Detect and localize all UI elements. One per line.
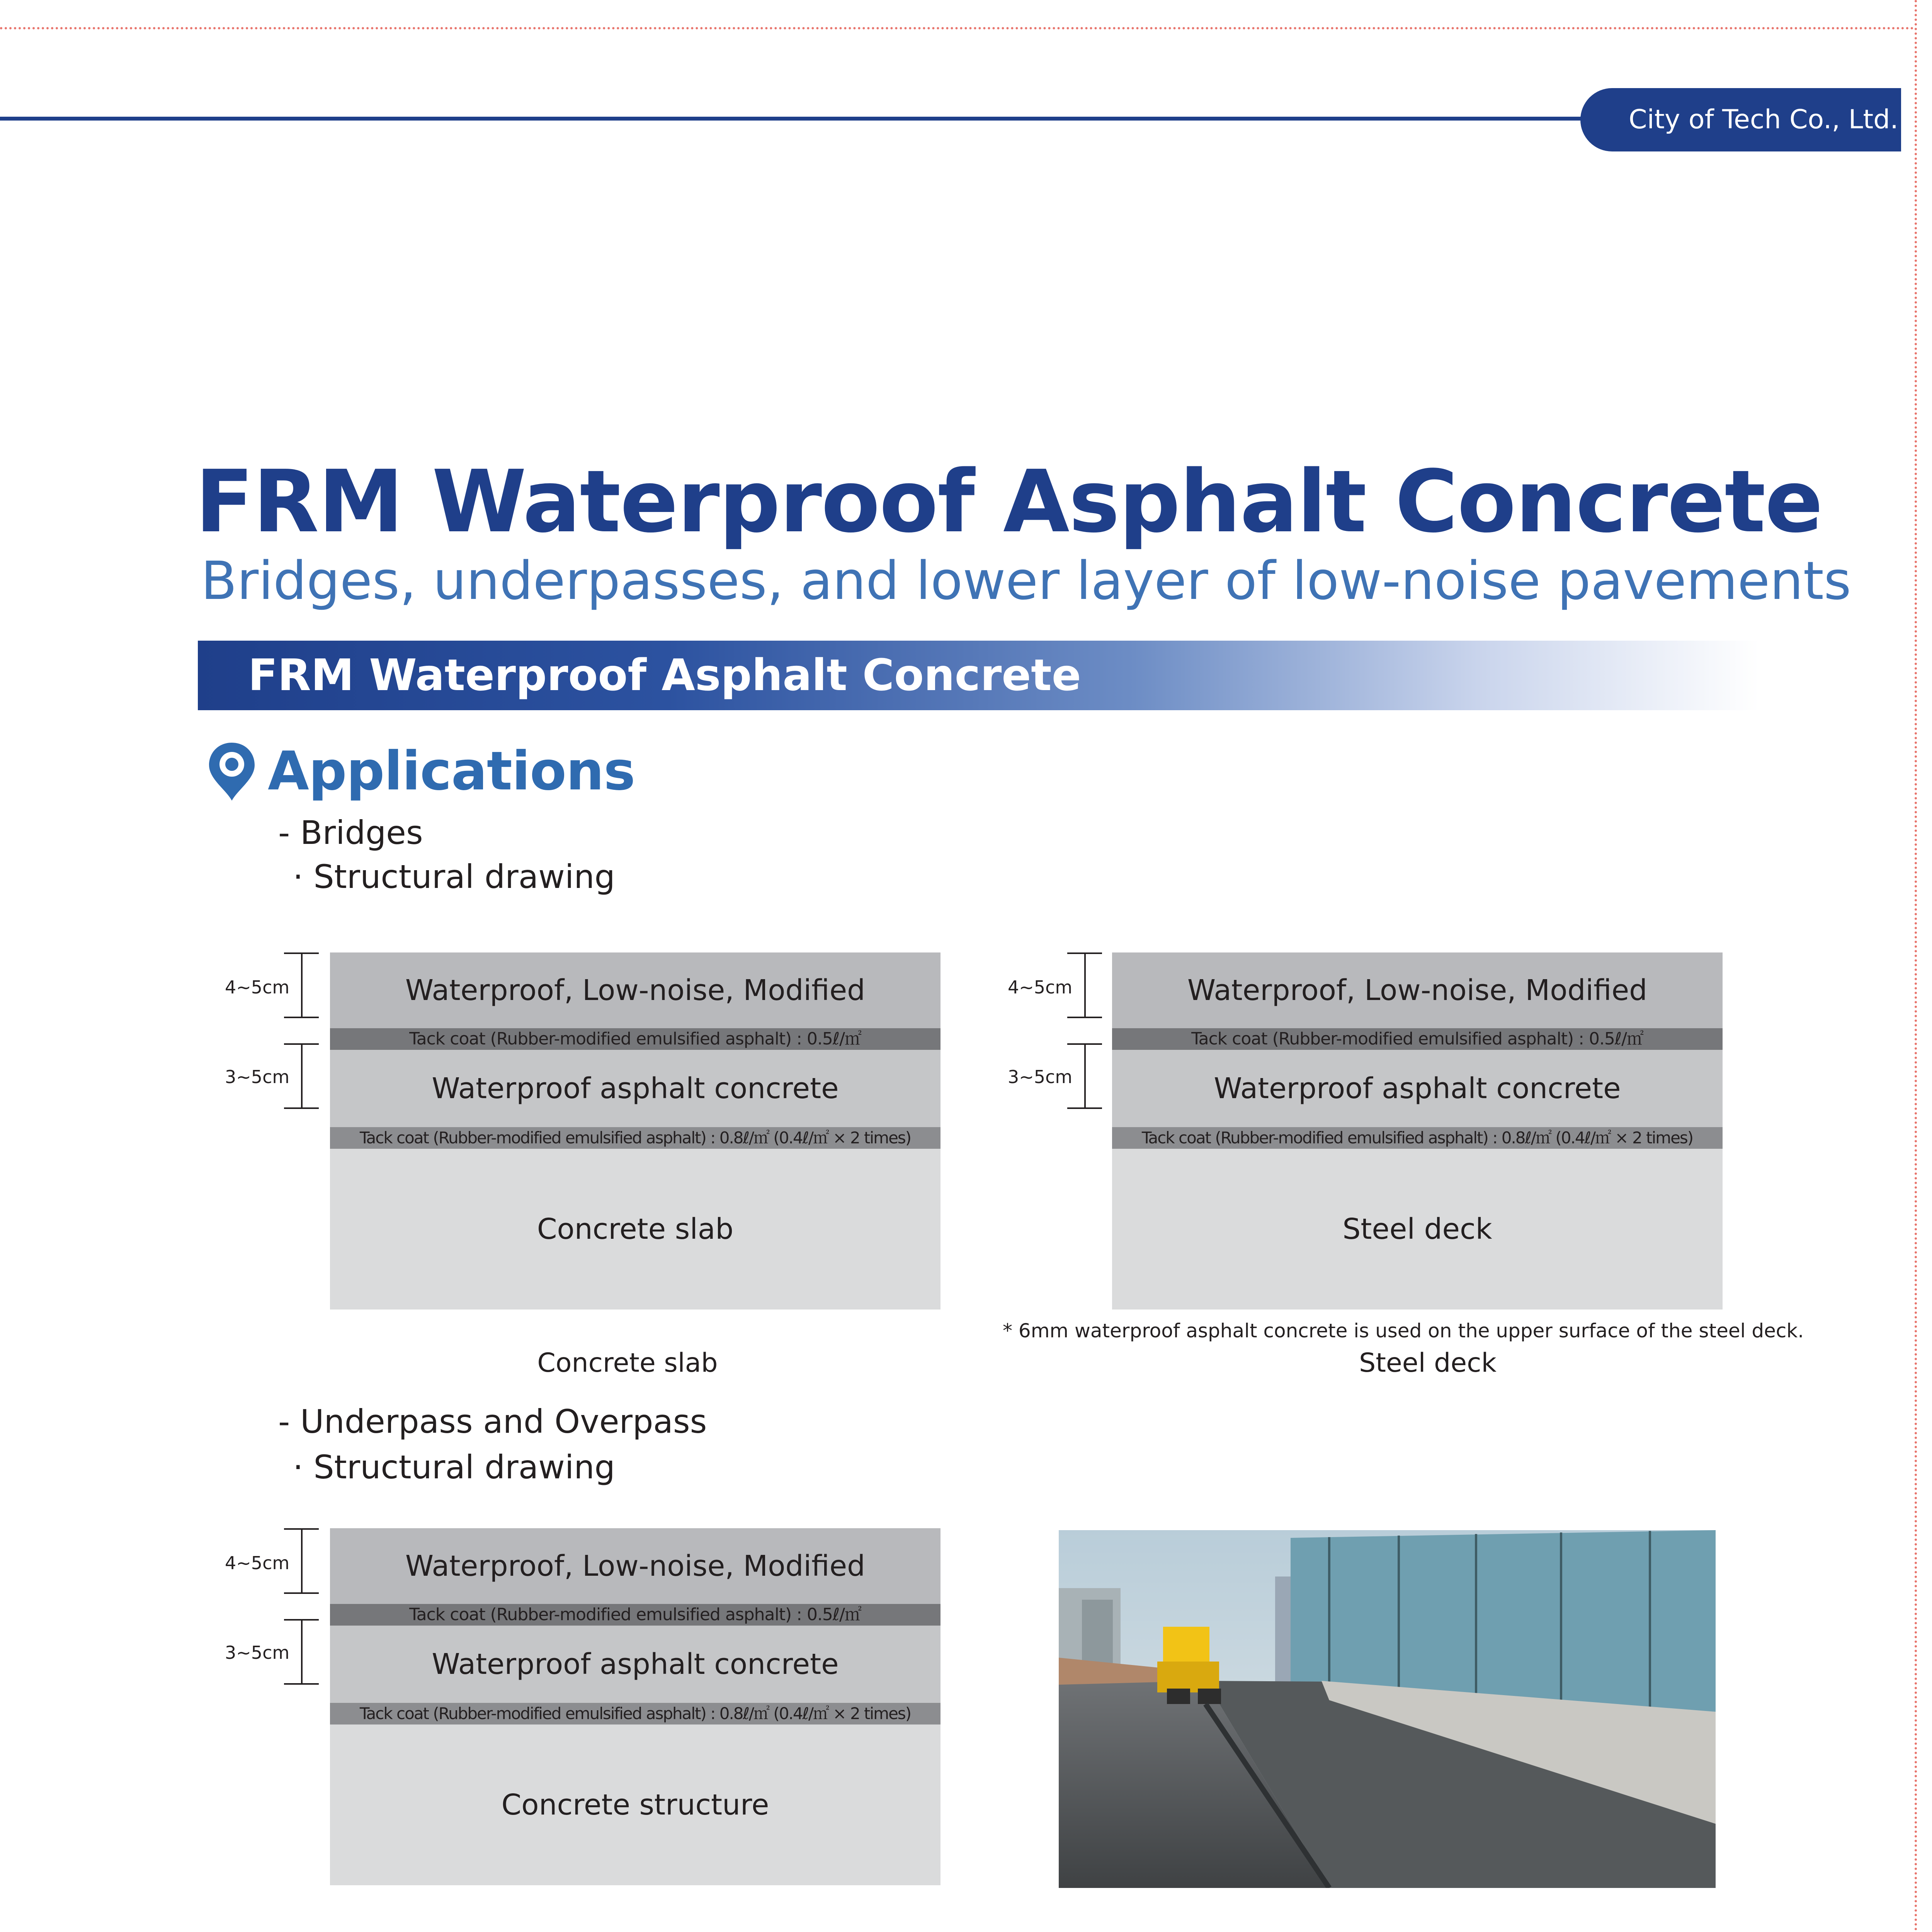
tack-coat-upper: Tack coat (Rubber-modified emulsified asphalt) : 0.5ℓ/㎡ xyxy=(330,1028,940,1050)
bridges-sublabel: · Structural drawing xyxy=(293,858,615,896)
dimension-bracket-mid xyxy=(284,1043,319,1109)
page-subtitle: Bridges, underpasses, and lower layer of low-noise pavements xyxy=(201,551,1851,612)
waterproof-layer: Waterproof asphalt concrete xyxy=(330,1050,940,1127)
map-pin-icon xyxy=(207,740,257,802)
dimension-bracket-top xyxy=(284,1528,319,1594)
tack-coat-lower: Tack coat (Rubber-modified emulsified asphalt) : 0.8ℓ/㎡ (0.4ℓ/㎡ × 2 times) xyxy=(330,1127,940,1149)
dimension-label-top: 4~5cm xyxy=(225,1553,290,1573)
underpass-sublabel: · Structural drawing xyxy=(293,1448,615,1486)
tack-coat-upper: Tack coat (Rubber-modified emulsified asphalt) : 0.5ℓ/㎡ xyxy=(330,1604,940,1626)
base-layer: Concrete structure xyxy=(330,1725,940,1885)
header-rule xyxy=(0,117,1623,121)
dimension-label-mid: 3~5cm xyxy=(1008,1066,1073,1087)
dimension-label-mid: 3~5cm xyxy=(225,1066,290,1087)
steel-deck-note: * 6mm waterproof asphalt concrete is used on the upper surface of the steel deck. xyxy=(1003,1320,1804,1342)
dimension-bracket-mid xyxy=(1067,1043,1102,1109)
section-banner xyxy=(198,641,1759,710)
page-border-top xyxy=(0,27,1915,29)
dimension-label-top: 4~5cm xyxy=(1008,977,1073,998)
waterproof-layer: Waterproof asphalt concrete xyxy=(330,1626,940,1703)
company-badge: City of Tech Co., Ltd. xyxy=(1580,88,1901,151)
applications-title: Applications xyxy=(268,740,635,802)
paving-site-photo xyxy=(1059,1530,1716,1888)
tack-coat-lower: Tack coat (Rubber-modified emulsified asphalt) : 0.8ℓ/㎡ (0.4ℓ/㎡ × 2 times) xyxy=(330,1703,940,1725)
base-layer: Concrete slab xyxy=(330,1149,940,1310)
dimension-label-top: 4~5cm xyxy=(225,977,290,998)
diagram-caption: Steel deck xyxy=(1359,1348,1497,1378)
page-border-right xyxy=(1915,0,1917,1932)
surface-layer: Waterproof, Low-noise, Modified xyxy=(330,952,940,1028)
tack-coat-lower: Tack coat (Rubber-modified emulsified asphalt) : 0.8ℓ/㎡ (0.4ℓ/㎡ × 2 times) xyxy=(1112,1127,1723,1149)
dimension-bracket-top xyxy=(284,952,319,1018)
tack-coat-upper: Tack coat (Rubber-modified emulsified asphalt) : 0.5ℓ/㎡ xyxy=(1112,1028,1723,1050)
dimension-bracket-mid xyxy=(284,1619,319,1685)
underpass-label: - Underpass and Overpass xyxy=(278,1403,707,1440)
waterproof-layer: Waterproof asphalt concrete xyxy=(1112,1050,1723,1127)
diagram-caption: Concrete slab xyxy=(537,1348,718,1378)
page-title: FRM Waterproof Asphalt Concrete xyxy=(195,452,1823,552)
banner-title: FRM Waterproof Asphalt Concrete xyxy=(248,650,1081,701)
dimension-label-mid: 3~5cm xyxy=(225,1642,290,1663)
applications-heading xyxy=(207,740,635,802)
base-layer: Steel deck xyxy=(1112,1149,1723,1310)
surface-layer: Waterproof, Low-noise, Modified xyxy=(330,1528,940,1604)
dimension-bracket-top xyxy=(1067,952,1102,1018)
bridges-label: - Bridges xyxy=(278,814,423,852)
surface-layer: Waterproof, Low-noise, Modified xyxy=(1112,952,1723,1028)
